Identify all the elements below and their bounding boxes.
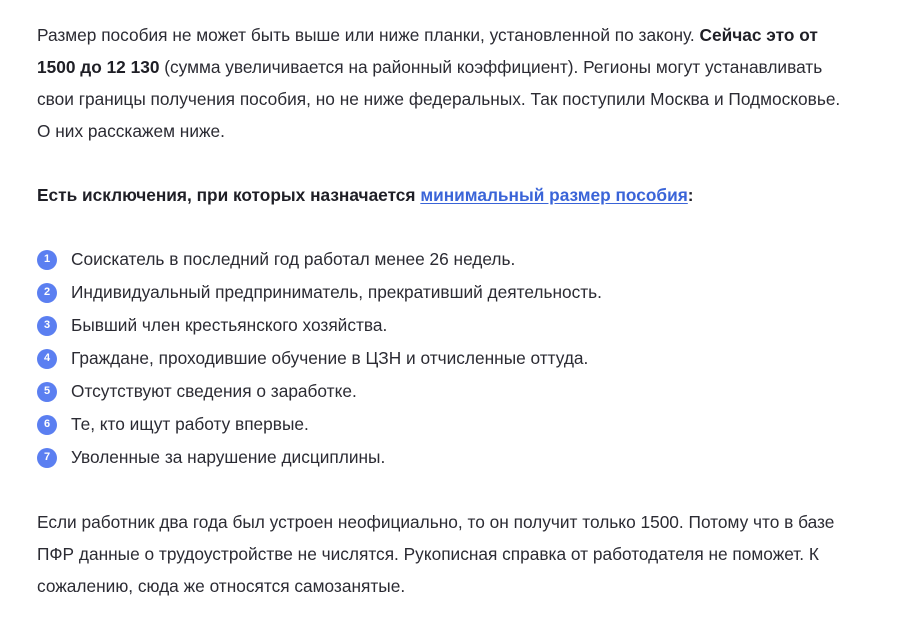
list-number-badge: 1 [37, 250, 57, 270]
exceptions-heading-text: Есть исключения, при которых назначается [37, 185, 421, 205]
exceptions-heading-colon: : [687, 185, 694, 205]
intro-text-after: (сумма увеличивается на районный коэффициент). Регионы могут устанавливать свои границы получения пособия, но не ниже федеральных. Так поступили Москва и Подмосковье. О них расскажем ниже. [37, 57, 841, 141]
list-number-badge: 3 [37, 316, 57, 336]
list-number-badge: 5 [37, 382, 57, 402]
list-item-text: Граждане, проходившие обучение в ЦЗН и отчисленные оттуда. [71, 348, 589, 368]
list-item-text: Соискатель в последний год работал менее 26 недель. [71, 249, 516, 269]
intro-bold-range: Сейчас это от 1500 до 12 130 [37, 25, 818, 77]
list-number-badge: 7 [37, 448, 57, 468]
intro-text-before: Размер пособия не может быть выше или ниже планки, установленной по закону. [37, 25, 700, 45]
list-item-text: Уволенные за нарушение дисциплины. [71, 447, 386, 467]
list-item [37, 243, 857, 276]
list-item [37, 276, 857, 309]
list-item-text: Индивидуальный предприниматель, прекративший деятельность. [71, 282, 602, 302]
list-item [37, 342, 857, 375]
list-item [37, 309, 857, 342]
list-item [37, 375, 857, 408]
minimal-benefit-link[interactable]: минимальный размер пособия [420, 185, 688, 205]
list-number-badge: 4 [37, 349, 57, 369]
list-item [37, 408, 857, 441]
list-number-badge: 2 [37, 283, 57, 303]
list-item [37, 441, 857, 474]
list-item-text: Отсутствуют сведения о заработке. [71, 381, 357, 401]
exceptions-list [37, 243, 857, 474]
outro-paragraph: Если работник два года был устроен неофициально, то он получит только 1500. Потому что в базе ПФР данные о трудоустройстве не числятся. Рукописная справка от работодателя не поможет. К сожалению, сюда же относятся самозанятые. [37, 512, 835, 596]
list-item-text: Бывший член крестьянского хозяйства. [71, 315, 388, 335]
intro-paragraph [37, 19, 847, 147]
exceptions-heading [37, 179, 847, 211]
list-item-text: Те, кто ищут работу впервые. [71, 414, 309, 434]
list-number-badge: 6 [37, 415, 57, 435]
